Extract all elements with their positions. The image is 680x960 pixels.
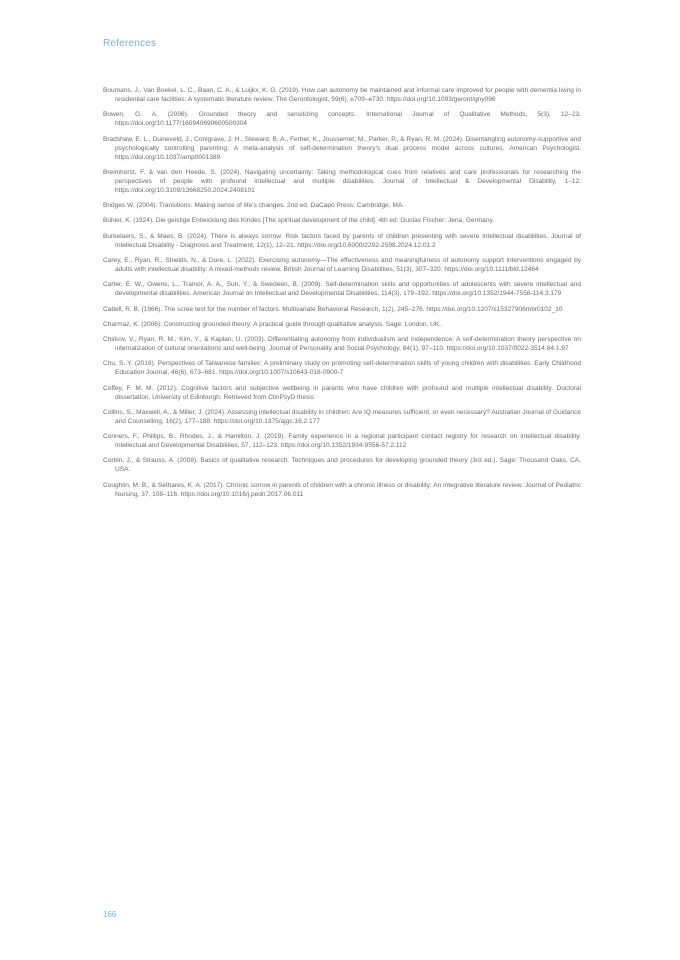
- reference-entry: Carter, E. W., Owens, L., Trainor, A. A., Sun, Y., & Swedeen, B. (2009). Self-determination skills and opportunities of adolescents with severe intellectual and developmental disabilities. American Journal on Intellectual and Developmental Disabilities, 114(3), 179–192. https://doi.org/10.1352/1944-7558-114.3.179: [103, 281, 581, 298]
- running-header: References: [103, 38, 157, 49]
- reference-entry: Bradshaw, E. L., Duineveld, J., Conigrave, J. H., Steward, B. A., Ferber, K., Joussemet, M., Parker, P., & Ryan, R. M. (2024). Disentangling autonomy-supportive and psychologically controlling parenting: A meta-analysis of self-determination theory's dual process model across cultures. American Psychologist. https://doi.org/10.1037/amp0001389: [103, 135, 581, 161]
- reference-entry: Coughlin, M. B., & Sethares, K. A. (2017). Chronic sorrow in parents of children with a chronic illness or disability: An integrative literature review. Journal of Pediatric Nursing, 37, 108–116. https://doi.org/10.1016/j.pedn.2017.06.011: [103, 481, 581, 498]
- reference-entry: Bühler, K. (1924). Die geistige Entwicklung des Kindes [The spiritual development of the child]. 4th ed. Gustav Fischer: Jena, Germany.: [103, 217, 495, 225]
- reference-entry: Conners, F., Phillips, B., Rhodes, J., & Hamilton, J. (2019). Family experience in a regional participant contact registry for research on intellectual disability. Intellectual and Developmental Disabilities, 57, 112–123. https://doi.org/10.1352/1934-9556-57.2.112: [103, 433, 581, 450]
- reference-entry: Bridges W. (2004). Transitions: Making sense of life's changes. 2nd ed. DaCapo Press; Cambridge, MA.: [103, 202, 405, 210]
- reference-list: [103, 86, 581, 505]
- reference-entry: Bowen, G. A. (2006). Grounded theory and sensitizing concepts. International Journal of Qualitative Methods, 5(3), 12–23. https://doi.org/10.1177/160940690600500304: [103, 111, 581, 128]
- reference-entry: Coffey, F. M. M. (2012). Cognitive factors and subjective wellbeing in parents who have children with profound and multiple intellectual disability. Doctoral dissertation, University of Edinburgh. Retrieved from ClinPsyD thesis: [103, 384, 581, 401]
- reference-entry: Chu, S. Y. (2018). Perspectives of Taiwanese families: A preliminary study on promoting self-determination skills of young children with disabilities. Early Childhood Education Journal, 46(6), 673–681. https://doi.org/10.1007/s10643-018-0900-7: [103, 360, 581, 377]
- reference-entry: Breimhorst, F. & van den Heede, S. (2024). Navigating uncertainty: Taking methodological cues from relatives and care professionals for researching the perspectives of people with profound intellectual and multiple disabilities. Journal of Intellectual & Developmental Disability, 1–12. https://doi.org/10.3109/13668250.2024.2408101: [103, 168, 581, 194]
- reference-entry: Burkelaers, S., & Maes, B. (2024). There is always sorrow: Risk factors faced by parents of children presenting with severe intellectual disabilities. Journal of Intellectual Disability - Diagnosis and Treatment, 12(1), 12–21. https://doi.org/10.6000/2292-2598.2024.12.01.2: [103, 232, 581, 249]
- reference-entry: Chirkov, V., Ryan, R. M., Kim, Y., & Kaplan, U. (2003). Differentiating autonomy from individualism and independence: A self-determination theory perspective on internalization of cultural orientations and well-being. Journal of Personality and Social Psychology, 84(1), 97–110. https://doi.org/10.1037/0022-3514.84.1.97: [103, 336, 581, 353]
- reference-entry: Corbin, J., & Strauss, A. (2008). Basics of qualitative research: Techniques and procedures for developing grounded theory (3rd ed.). Sage: Thousand Oaks, CA, USA.: [103, 457, 581, 474]
- reference-entry: Boumans, J., Van Boekel, L. C., Baan, C. A., & Luijkx, K. G. (2019). How can autonomy be maintained and informal care improved for people with dementia living in residential care facilities: A systematic literature review. The Gerontologist, 59(6), e709–e730. https://doi.org/10.1093/geront/gny096: [103, 87, 581, 104]
- reference-entry: Charmaz, K. (2006). Constructing grounded theory: A practical guide through qualitative analysis. Sage: London, UK.: [103, 320, 442, 328]
- reference-entry: Collins, S., Maxwell, A., & Miller, J. (2024). Assessing intellectual disability in children: Are IQ measures sufficient, or even necessary? Australian Journal of Guidance and Counselling, 16(2), 177–188. https://doi.org/10.1375/ajgc.16.2.177: [103, 408, 581, 425]
- reference-entry: Carey, E., Ryan, R., Shields, N., & Dore, L. (2022). Exercising autonomy—The effectiveness and meaningfulness of autonomy support interventions engaged by adults with intellectual disability: A mixed-methods review. British Journal of Learning Disabilities, 51(3), 307–320. https://doi.org/10.1111/bld.12464: [103, 256, 581, 274]
- reference-entry: Cattell, R. B. (1966). The scree test for the number of factors. Multivariate Behavioral Research, 1(2), 245–276. https://doi.org/10.1207/s15327906mbr0102_10: [103, 305, 563, 313]
- page-number: 166: [103, 910, 117, 919]
